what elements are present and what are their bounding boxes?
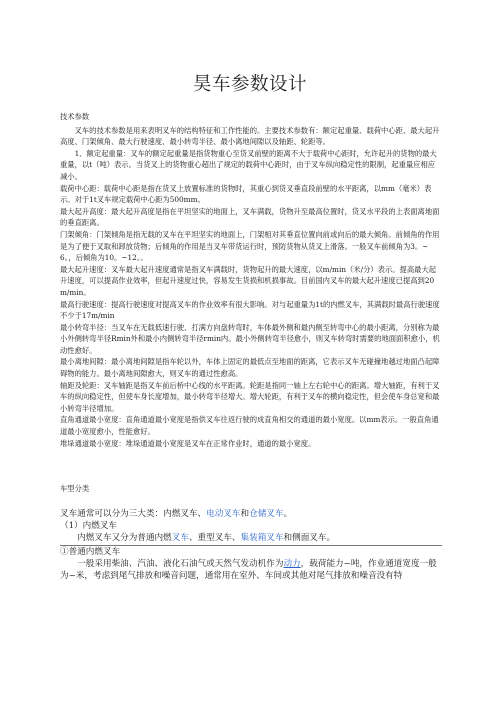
paragraph-intro: 叉车的技术参数是用来表明叉车的结构特征和工作性能的。主要技术参数有：额定起重量、载荷中心距、最大起升高度、门架倾角、最大行驶速度、最小转弯半径、最小离地间隙以及轴距、轮距等。 <box>60 125 440 147</box>
classification-text-c: 。 <box>283 508 293 519</box>
classification-text-b: 和 <box>240 508 250 519</box>
paragraph-lift-height: 最大起升高度：最大起升高度是指在平坦坚实的地面上，叉车满载，货物升至最高位置时，货叉水平段的上表面离地面的垂直距离。 <box>60 206 440 228</box>
ic-text-c: 和侧面叉车。 <box>283 532 336 543</box>
ic-text-b: 、重型叉车、 <box>188 532 241 543</box>
paragraph-turn-radius: 最小转弯半径：当叉车在无载低速行驶、打满方向盘转弯时，车体最外侧和最内侧至转弯中心的最小距离，分别称为最小外侧转弯半径Rmin外和最小内侧转弯半径rmin内。最小外侧转弯半径愈小，则叉车转弯时需要的地面面积愈小，机动性愈好。 <box>60 322 440 355</box>
paragraph-travel-speed: 最高行驶速度：提高行驶速度对提高叉车的作业效率有很大影响。对与起重量为1t的内燃叉车，其满载时最高行驶速度不少于17m/min <box>60 299 440 321</box>
paragraph-lift-speed: 最大起升速度：叉车最大起升速度通常是指叉车满载时，货物起升的最大速度，以m/min（米/分）表示。提高最大起升速度，可以提高作业效率，但起升速度过快，容易发生货损和机损事故。目前国内叉车的最大起升速度已提高到20m/min。 <box>60 264 437 297</box>
warehouse-forklift-link[interactable]: 仓储叉车 <box>249 508 284 519</box>
subheading-internal-combustion: （1）内燃叉车 <box>60 520 118 531</box>
forklift-link[interactable]: 叉车 <box>171 532 189 543</box>
paragraph-right-angle-aisle: 直角通道最小宽度：直角通道最小宽度是指供叉车往返行驶的成直角相交的通道的最小宽度。以mm表示。一般直角通道最小宽度愈小，性能愈好。 <box>60 415 439 437</box>
paragraph-rated-capacity: 1、额定起重量：叉车的额定起重量是指货物重心至货叉前壁的距离不大于载荷中心距时，允许起升的货物的最大重量，以t（吨）表示。当货叉上的货物重心超出了规定的载荷中心距时，由于叉车纵向稳定性的限制，起重量应相应减小。 <box>60 148 437 181</box>
paragraph-load-center: 载荷中心距：载荷中心距是指在货叉上放置标准的货物时，其重心到货叉垂直段前壁的水平距离，以mm（毫米）表示。对于1t叉车规定载荷中心距为500mm。 <box>60 183 432 205</box>
standard-ic-text-b: ，载荷能力~吨，作业通道宽度一般为~米，考虑到尾气排放和噪音问题，通常用在室外、车间或其他对尾气排放和噪音没有特 <box>60 558 437 581</box>
document-body <box>60 111 442 582</box>
paragraph-mast-tilt: 门架倾角：门架倾角是指无载的叉车在平坦坚实的地面上，门架相对其垂直位置向前或向后的最大倾角。前倾角的作用是为了便于叉取和卸放货物；后倾角的作用是当叉车带货运行时，预防货物从货叉上滑落。一般叉车前倾角为3。~6。，后倾角为10。~12。。 <box>60 229 440 263</box>
container-forklift-link[interactable]: 集装箱叉车 <box>240 532 284 543</box>
ic-text-a: 内燃叉车又分为普通内燃 <box>77 532 172 543</box>
paragraph-stacking-aisle: 堆垛通道最小宽度：堆垛通道最小宽度是叉车在正常作业时，通道的最小宽度。 <box>60 438 316 448</box>
paragraph-ground-clearance: 最小离地间隙：最小离地间隙是指车轮以外，车体上固定的最低点至地面的距离，它表示叉车无碰撞地越过地面凸起障碍物的能力。最小离地间隙愈大，则叉车的通过性愈高。 <box>60 357 440 379</box>
classification-text-a: 叉车通常可以分为三大类：内燃叉车、 <box>60 508 207 519</box>
standard-ic-text-a: 一般采用柴油、汽油、液化石油气或天然气发动机作为 <box>77 558 284 569</box>
paragraph-ic-types <box>60 532 442 546</box>
section-heading-vehicle-types: 车型分类 <box>60 484 90 494</box>
section-gap <box>60 449 442 483</box>
section-heading-tech-params: 技术参数 <box>60 112 90 121</box>
subheading-standard-ic: ①普通内燃叉车 <box>60 546 121 557</box>
paragraph-classification <box>60 508 442 520</box>
power-link[interactable]: 动力 <box>283 558 301 569</box>
paragraph-wheelbase: 轴距及轮距：叉车轴距是指叉车前后桥中心线的水平距离。轮距是指同一轴上左右轮中心的距离。增大轴距，有利于叉车的纵向稳定性，但使车身长度增加，最小转弯半径增大。增大轮距，有利于叉车的横向稳定性，但会使车身总宽和最小转弯半径增加。 <box>60 380 440 413</box>
paragraph-standard-ic <box>60 558 442 582</box>
electric-forklift-link[interactable]: 电动叉车 <box>206 508 241 519</box>
page-title: 昊车参数设计 <box>192 74 307 95</box>
